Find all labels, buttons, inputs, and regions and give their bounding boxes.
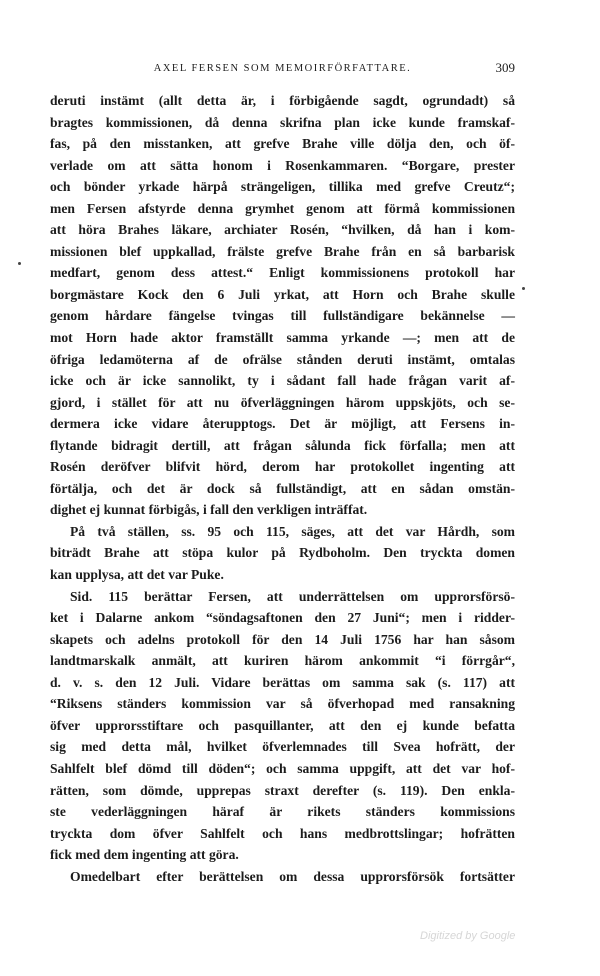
text-line: verlade om att sätta honom i Rosenkammaren. “Borgare, prester bbox=[50, 157, 515, 173]
text-line: öfriga ledamöterna af de ofrälse stånden deruti instämt, omtalas bbox=[50, 351, 515, 367]
text-line: sig med detta mål, hvilket öfverlemnades till Svea hofrätt, der bbox=[50, 739, 515, 755]
text-line: På två ställen, ss. 95 och 115, säges, att det var Hårdh, som bbox=[70, 523, 515, 539]
text-line: skapets och adelns protokoll för den 14 Juli 1756 har han såsom bbox=[50, 631, 515, 647]
text-line: och bönder yrkade härpå strängeligen, tillika med grefve Creutz“; bbox=[50, 179, 515, 195]
text-line: biträdt Brahe att stöpa kulor på Rydboholm. Den tryckta domen bbox=[50, 545, 515, 561]
text-line: men Fersen afstyrde denna grymhet genom att förmå kommissionen bbox=[50, 200, 515, 216]
text-line: Omedelbart efter berättelsen om dessa upprorsförsök fortsätter bbox=[70, 868, 515, 884]
text-line: genom hårdare fängelse tvingas till fullständigare bekännelse — bbox=[50, 308, 515, 324]
stray-mark-left bbox=[18, 262, 21, 265]
text-line: flytande bidragit dertill, att frågan sålunda fick förfalla; men att bbox=[50, 437, 515, 453]
digitization-watermark: Digitized by Google bbox=[420, 930, 516, 942]
body-text bbox=[50, 90, 515, 887]
text-line: kan upplysa, att det var Puke. bbox=[50, 567, 224, 583]
text-line: d. v. s. den 12 Juli. Vidare berättas om samma sak (s. 117) att bbox=[50, 674, 515, 690]
text-line: bragtes kommissionen, då denna skrifna plan icke kunde framskaf- bbox=[50, 114, 515, 130]
text-line: gjord, i stället för att nu öfverläggningen härom uppskjöts, och se- bbox=[50, 394, 515, 410]
stray-mark-right bbox=[522, 287, 525, 290]
text-line: dermera icke vidare återupptogs. Det är möjligt, att Fersens in- bbox=[50, 416, 515, 432]
text-line: ket i Dalarne ankom “söndagsaftonen den 27 Juni“; men i ridder- bbox=[50, 610, 515, 626]
text-line: mot Horn hade aktor framställt samma yrkande —; men att de bbox=[50, 330, 515, 346]
text-line: fas, på den misstanken, att grefve Brahe ville dölja den, och öf- bbox=[50, 136, 515, 152]
text-line: Sahlfelt blef dömd till döden“; och samma uppgift, att det var hof- bbox=[50, 760, 515, 776]
text-line: Sid. 115 berättar Fersen, att underrättelsen om upprorsförsö- bbox=[70, 588, 515, 604]
text-line: tryckta dom öfver Sahlfelt och hans medbrottslingar; hofrätten bbox=[50, 825, 515, 841]
text-line: förtälja, och det är dock så fullständigt, att en sådan omstän- bbox=[50, 480, 515, 496]
page-header bbox=[50, 60, 515, 80]
page-number: 309 bbox=[495, 60, 515, 75]
text-line: öfver upprorsstiftare och pasquillanter, att den ej kunde befatta bbox=[50, 717, 515, 733]
text-line: missionen blef uppkallad, frälste grefve Brahe från en så barbarisk bbox=[50, 243, 515, 259]
text-line: “Riksens ständers kommission var så öfverhopad med ransakning bbox=[50, 696, 515, 712]
running-title: AXEL FERSEN SOM MEMOIRFÖRFATTARE. bbox=[153, 63, 412, 74]
text-line: dighet ej kunnat förbigås, i fall den verkligen inträffat. bbox=[50, 502, 368, 518]
text-line: deruti instämt (allt detta är, i förbigående sagdt, ogrundadt) så bbox=[50, 93, 515, 108]
text-line: icke och är icke sannolikt, ty i sådant fall hade frågan varit af- bbox=[50, 373, 515, 389]
text-line: rätten, som dömde, upprepas straxt derefter (s. 119). Den enkla- bbox=[50, 782, 515, 798]
text-line: att höra Brahes läkare, archiater Rosén, “hvilken, då han i kom- bbox=[50, 222, 515, 238]
text-line: landtmarskalk anmält, att kuriren härom ankommit “i förrgår“, bbox=[50, 653, 515, 669]
text-line: ste vederläggningen häraf är rikets ständers kommissions bbox=[50, 804, 515, 820]
text-line: fick med dem ingenting att göra. bbox=[50, 847, 239, 863]
text-line: medfart, genom dess attest.“ Enligt kommissionens protokoll har bbox=[50, 265, 515, 281]
text-line: Rosén deröfver blifvit hörd, derom har protokollet ingenting att bbox=[50, 459, 515, 475]
text-line: borgmästare Kock den 6 Juli yrkat, att Horn och Brahe skulle bbox=[50, 286, 515, 302]
